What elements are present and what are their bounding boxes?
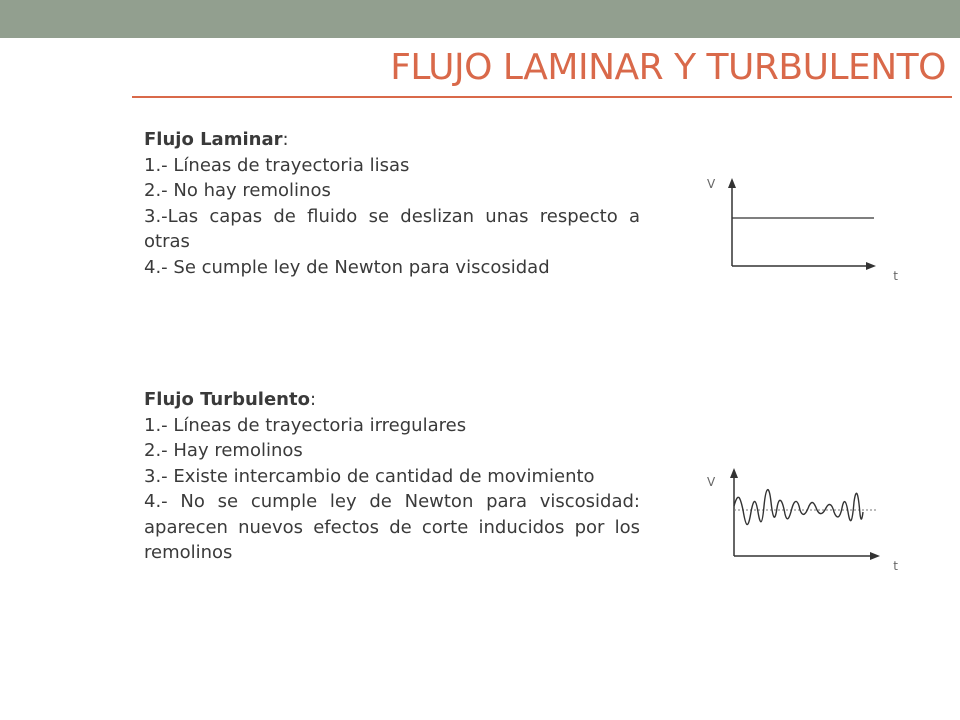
laminar-item-3: 3.-Las capas de fluido se deslizan unas respecto a otras: [144, 205, 640, 252]
turbulento-item-4: 4.- No se cumple ley de Newton para viscosidad: aparecen nuevos efectos de corte inducidos por los remolinos: [144, 491, 640, 563]
turbulento-graph-y-label: V: [707, 475, 716, 489]
turbulento-item-3: 3.- Existe intercambio de cantidad de movimiento: [144, 465, 595, 487]
laminar-item-1: 1.- Líneas de trayectoria lisas: [144, 154, 410, 176]
turbulento-heading: Flujo Turbulento: [144, 389, 310, 410]
slide-title: FLUJO LAMINAR Y TURBULENTO: [390, 47, 946, 88]
laminar-heading: Flujo Laminar: [144, 129, 283, 150]
turbulento-graph-y-arrow: [730, 468, 738, 478]
laminar-graph-x-label: t: [893, 269, 898, 283]
turbulento-graph-x-label: t: [893, 559, 898, 573]
turbulento-velocity-graph: [700, 462, 900, 577]
laminar-item-2: 2.- No hay remolinos: [144, 180, 331, 201]
turbulento-heading-colon: :: [309, 389, 317, 410]
turbulento-heading-line: [144, 387, 640, 413]
turbulento-item-2: 2.- Hay remolinos: [144, 440, 303, 461]
laminar-graph-y-label: V: [707, 177, 716, 191]
turbulento-section: [144, 387, 640, 566]
turbulento-graph-x-arrow: [870, 552, 880, 560]
turbulento-velocity-curve: [734, 490, 863, 525]
title-underline: [132, 96, 952, 98]
turbulento-item-1: 1.- Líneas de trayectoria irregulares: [144, 414, 467, 436]
laminar-heading-colon: :: [282, 129, 289, 150]
top-bar: [0, 0, 960, 38]
laminar-heading-line: [144, 127, 640, 153]
laminar-graph-y-arrow: [728, 178, 736, 188]
laminar-item-4: 4.- Se cumple ley de Newton para viscosidad: [144, 256, 550, 278]
laminar-section: [144, 127, 640, 280]
laminar-velocity-graph: [700, 172, 900, 287]
laminar-graph-x-arrow: [866, 262, 876, 270]
